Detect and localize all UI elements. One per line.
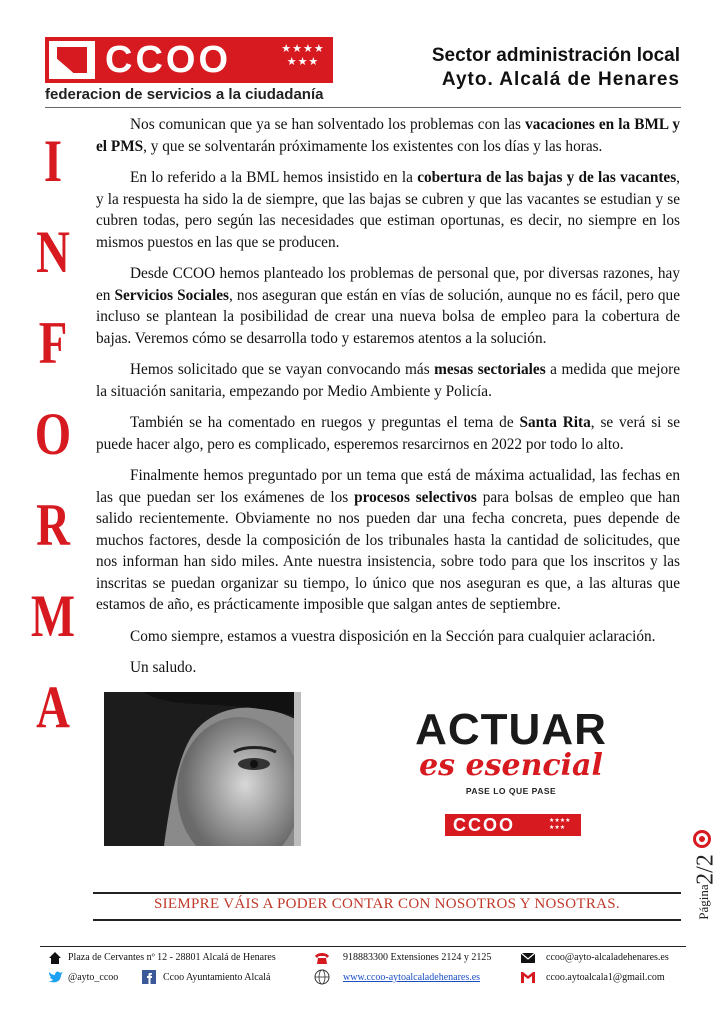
facebook-icon [142, 970, 156, 984]
mini-stars-icon: ★★★★ ★★★ [549, 818, 571, 831]
sector-line-1: Sector administración local [431, 45, 680, 66]
footer-phone: 918883300 Extensiones 2124 y 2125 [343, 952, 492, 963]
federation-name: federacion de servicios a la ciudadanía [45, 86, 324, 103]
ccoo-emblem-icon [49, 41, 95, 79]
paragraph-vacaciones: Nos comunican que ya se han solventado los problemas con las vacaciones en la BML y el PMS, y que se solventarán próximamente los existentes con los días y las horas. [96, 116, 680, 155]
page-label: Página [696, 884, 711, 920]
paragraph-disposicion: Como siempre, estamos a vuestra disposición en la Sección para cualquier aclaración. [130, 627, 656, 645]
header-divider [45, 107, 681, 108]
informa-letter: F [38, 310, 68, 376]
sector-line-2: Ayto. Alcalá de Henares [441, 69, 680, 90]
portrait-image-icon [104, 692, 301, 846]
campaign-ccoo-logo [445, 814, 581, 836]
sector-heading [432, 44, 680, 92]
globe-icon [314, 969, 328, 983]
campaign-banner [352, 706, 670, 796]
footer-divider [40, 946, 686, 947]
logo-text: CCOO [105, 39, 231, 81]
body-text [96, 114, 680, 689]
footer-address: Plaza de Cervantes nº 12 - 28801 Alcalá de Henares [68, 952, 276, 963]
bold-term: procesos selectivos [354, 488, 477, 506]
bold-term: mesas sectoriales [434, 361, 546, 378]
slogan: SIEMPRE VÁIS A PODER CONTAR CON NOSOTROS Y NOSOTRAS. [153, 896, 620, 912]
mail-icon [520, 951, 534, 965]
informa-letter: N [36, 219, 70, 285]
page-label-box [692, 862, 722, 942]
informa-letter: R [36, 492, 70, 558]
informa-letter: I [43, 128, 63, 194]
campaign-title: ACTUAR [415, 705, 607, 754]
footer-facebook[interactable]: Ccoo Ayuntamiento Alcalá [163, 972, 271, 983]
footer-email-1[interactable]: ccoo@ayto-alcaladehenares.es [546, 952, 669, 963]
informa-vertical-title [24, 116, 82, 753]
paragraph-mesas: Hemos solicitado que se vayan convocando más mesas sectoriales a medida que mejore la situación sanitaria, empezando por Medio Ambiente y Policía. [96, 361, 680, 400]
informa-letter: A [36, 674, 70, 740]
phone-icon [314, 951, 328, 965]
bold-term: Servicios Sociales [114, 286, 229, 304]
bold-term: cobertura de las bajas y de las vacantes [417, 169, 677, 186]
slogan-divider-bottom [93, 919, 681, 921]
informa-letter: O [34, 401, 72, 467]
paragraph-saludo: Un saludo. [130, 659, 197, 676]
gmail-icon [520, 970, 534, 984]
footer-website[interactable]: www.ccoo-aytoalcaladehenares.es [343, 972, 481, 983]
campaign-script: es esencial [419, 748, 603, 783]
paragraph-santa-rita: También se ha comentado en ruegos y preguntas el tema de Santa Rita, se verá si se puede hacer algo, pero es complicado, esperemos resarcirnos en 2022 por todo lo alto. [96, 414, 680, 453]
informa-letter: M [30, 583, 76, 649]
paragraph-bml: En lo referido a la BML hemos insistido en la cobertura de las bajas y de las vacantes, y la respuesta ha sido la de siempre, que las bajas se cubren y que las vacantes se estudian y se cubren todas, pero según las necesidades que estiman oportunas, es decir, no siempre en los mismos puestos en las que se producen. [96, 169, 680, 251]
ccoo-logo [45, 37, 333, 83]
portrait-photo [104, 692, 301, 846]
stars-icon: ★★★★ ★★★ [281, 43, 325, 68]
bold-term: Santa Rita [519, 414, 591, 431]
footer-twitter[interactable]: @ayto_ccoo [68, 972, 119, 983]
page-number: 2/2 [692, 854, 719, 885]
campaign-subtitle: PASE LO QUE PASE [465, 786, 557, 796]
twitter-icon [48, 970, 62, 984]
paragraph-servicios-sociales: Desde CCOO hemos planteado los problemas de personal que, por diversas razones, hay en Servicios Sociales, nos aseguran que están en vías de solución, aunque no es fácil, pero que incluso se plantean la posibilidad de crear una nueva bolsa de empleo para la cobertura de bajas. Veremos cómo se desarrolla todo y estaremos atentos a la solución. [96, 265, 680, 347]
page-marker-icon [693, 830, 711, 848]
home-icon [48, 951, 62, 965]
mini-logo-text: CCOO [453, 815, 515, 835]
slogan-divider-top [93, 892, 681, 894]
paragraph-procesos: Finalmente hemos preguntado por un tema que está de máxima actualidad, las fechas en las que puedan ser los exámenes de los procesos selectivos para bolsas de empleo que han salido recientemente. Obviamente no nos pueden dar una fecha concreta, pues depende de muchos factores, desde la composición de los tribunales hasta la cantidad de solicitudes, que nos informan han sido miles. Ante nuestra insistencia, sobre todo para que los inscritos y las inscritas se puedan organizar su tiempo, lo único que nos aseguran es que, a las alturas que estamos de año, es prácticamente imposible que salgan antes de septiembre. [96, 467, 680, 613]
footer-email-2[interactable]: ccoo.aytoalcala1@gmail.com [546, 972, 665, 983]
bold-term: vacaciones en la BML y el PMS [96, 116, 680, 155]
